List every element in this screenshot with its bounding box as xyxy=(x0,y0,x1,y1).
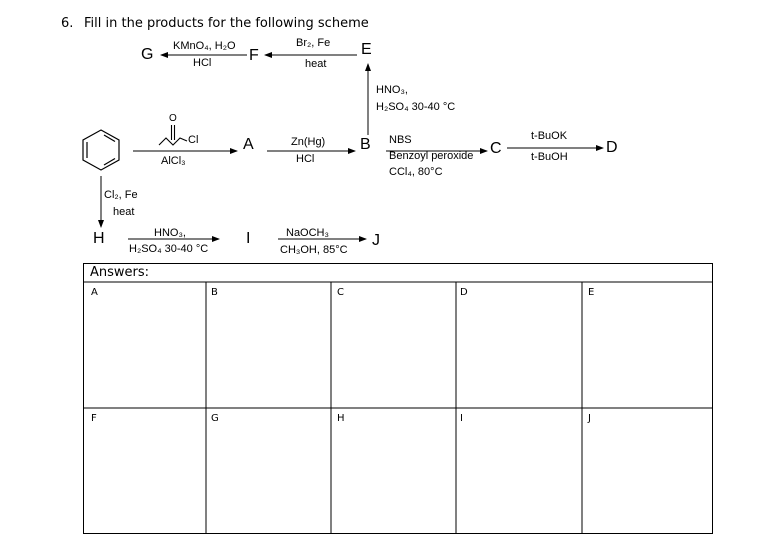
reagent-ch3oh: CH₃OH, 85°C xyxy=(280,244,348,256)
reagent-br2-fe: Br₂, Fe xyxy=(296,37,331,49)
compound-g: G xyxy=(141,46,154,63)
reagent-naoch3: NaOCH₃ xyxy=(286,227,329,239)
answer-label-h: H xyxy=(337,413,345,424)
reagent-benzoyl-peroxide: Benzoyl peroxide xyxy=(389,150,474,162)
reagent-hcl-mid: HCl xyxy=(296,153,315,165)
answer-cell-j[interactable] xyxy=(583,409,712,533)
reagent-ccl4: CCl₄, 80°C xyxy=(389,166,443,178)
compound-a: A xyxy=(243,136,254,153)
reagent-nbs: NBS xyxy=(389,134,412,146)
answer-label-i: I xyxy=(460,413,463,424)
compound-d: D xyxy=(606,139,618,156)
answer-cell-b[interactable] xyxy=(207,283,330,407)
compound-b: B xyxy=(360,136,371,153)
answer-cell-i[interactable] xyxy=(457,409,581,533)
reagent-kmno4: KMnO₄, H₂O xyxy=(173,40,236,52)
answer-label-d: D xyxy=(460,287,468,298)
acyl-chloride-cl: Cl xyxy=(188,134,199,146)
answer-label-e: E xyxy=(588,287,595,298)
reagent-hno3-top: HNO₃, xyxy=(376,84,408,96)
answer-cell-d[interactable] xyxy=(457,283,581,407)
answer-cell-a[interactable] xyxy=(84,283,205,407)
answer-label-j: J xyxy=(588,413,591,424)
reagent-cl2-fe: Cl₂, Fe xyxy=(104,189,138,201)
reagent-h2so4-top: H₂SO₄ 30-40 °C xyxy=(376,101,456,113)
answers-label: Answers: xyxy=(90,265,150,280)
answer-label-g: G xyxy=(211,413,219,424)
answer-cell-c[interactable] xyxy=(332,283,455,407)
answer-cell-g[interactable] xyxy=(207,409,330,533)
question-text: Fill in the products for the following scheme xyxy=(84,16,369,31)
answer-label-c: C xyxy=(337,287,344,298)
compound-j: J xyxy=(372,232,380,249)
compound-e: E xyxy=(361,41,372,58)
answer-label-a: A xyxy=(91,287,98,298)
reagent-heat-left: heat xyxy=(113,206,135,218)
answer-label-b: B xyxy=(211,287,218,298)
reagent-zn-hg: Zn(Hg) xyxy=(291,136,326,148)
answer-cell-e[interactable] xyxy=(583,283,712,407)
answer-cell-f[interactable] xyxy=(84,409,205,533)
answer-label-f: F xyxy=(91,413,97,424)
answer-cell-h[interactable] xyxy=(332,409,455,533)
reagent-heat-top: heat xyxy=(305,58,327,70)
reagent-alcl3: AlCl₃ xyxy=(161,155,186,167)
question-number: 6. xyxy=(61,16,74,31)
compound-c: C xyxy=(490,140,502,157)
reagent-hcl-top: HCl xyxy=(193,57,212,69)
reagent-h2so4-bottom: H₂SO₄ 30-40 °C xyxy=(129,243,209,255)
carbonyl-oxygen: O xyxy=(169,113,177,124)
compound-i: I xyxy=(246,230,251,247)
compound-h: H xyxy=(93,230,105,247)
reagent-tbuok: t-BuOK xyxy=(531,130,568,142)
reagent-hno3-bottom: HNO₃, xyxy=(154,227,186,239)
reagent-tbuoh: t-BuOH xyxy=(531,151,568,163)
compound-f: F xyxy=(249,47,259,64)
